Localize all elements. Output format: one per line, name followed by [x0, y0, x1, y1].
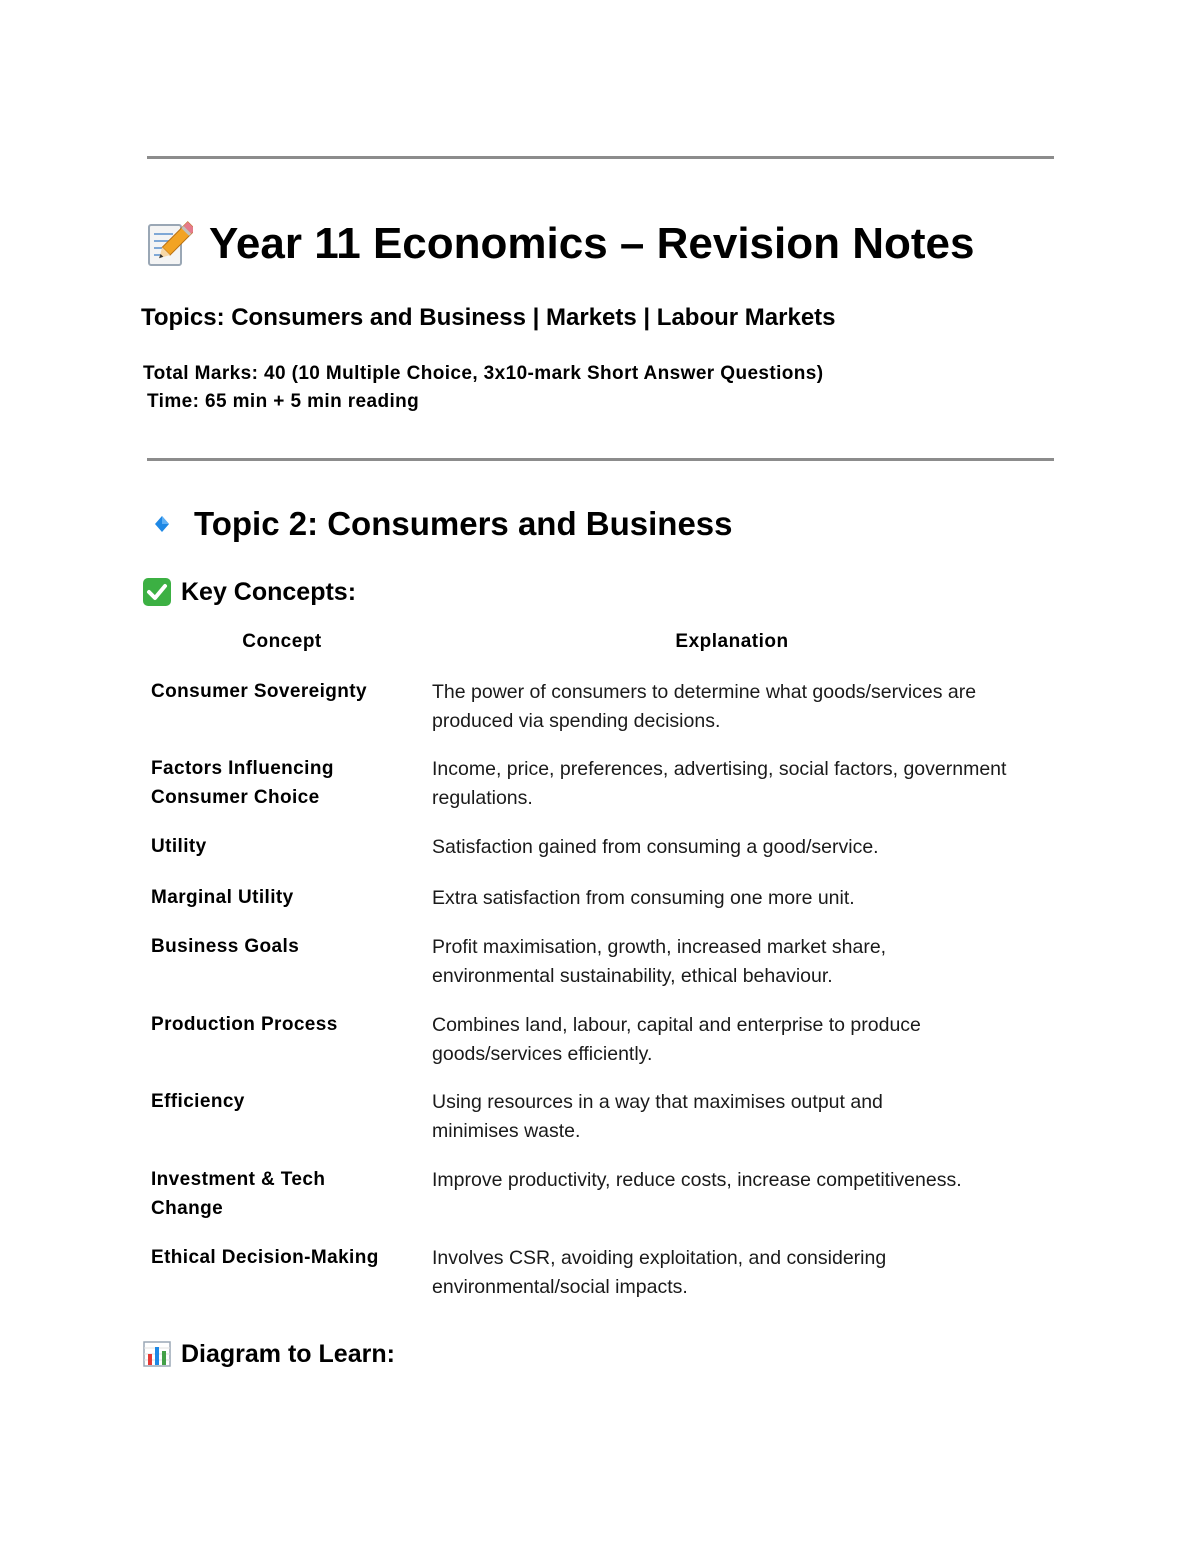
concept-cell: Production Process	[151, 1014, 338, 1035]
explanation-cell: Profit maximisation, growth, increased market share, environmental sustainability, ethical behaviour.	[432, 936, 887, 987]
top-divider	[147, 156, 1054, 159]
blue-diamond-icon	[154, 514, 170, 534]
concept-cell: Investment & Tech Change	[151, 1169, 326, 1219]
explanation-cell: Extra satisfaction from consuming one more unit.	[432, 887, 855, 909]
topics-line: Topics: Consumers and Business | Markets | Labour Markets	[141, 304, 836, 331]
total-marks-line: Total Marks: 40 (10 Multiple Choice, 3x10-mark Short Answer Questions)	[143, 363, 824, 384]
explanation-cell: Using resources in a way that maximises output and minimises waste.	[432, 1091, 883, 1142]
diagram-heading	[142, 1339, 395, 1369]
section-divider	[147, 458, 1054, 461]
key-concepts-heading-text: Key Concepts:	[181, 577, 357, 606]
time-line: Time: 65 min + 5 min reading	[147, 391, 420, 412]
section-heading	[152, 505, 733, 543]
diagram-heading-text: Diagram to Learn:	[181, 1339, 395, 1368]
memo-pencil-icon	[143, 219, 193, 269]
concept-cell: Utility	[151, 836, 207, 857]
bar-chart-icon	[142, 1339, 172, 1369]
table-header-explanation: Explanation	[675, 631, 789, 652]
key-concepts-heading	[142, 577, 356, 607]
explanation-cell: Combines land, labour, capital and enterprise to produce goods/services efficiently.	[432, 1014, 921, 1065]
explanation-cell: The power of consumers to determine what goods/services are produced via spending decisions.	[432, 681, 977, 732]
check-mark-button-icon	[142, 577, 172, 607]
concept-cell: Consumer Sovereignty	[151, 681, 367, 702]
concept-cell: Marginal Utility	[151, 887, 294, 908]
explanation-cell: Income, price, preferences, advertising, social factors, government regulations.	[432, 758, 1007, 809]
concept-cell: Business Goals	[151, 936, 300, 957]
page-title	[143, 216, 974, 272]
page-title-text: Year 11 Economics – Revision Notes	[209, 219, 975, 268]
section-heading-text: Topic 2: Consumers and Business	[194, 505, 733, 542]
concept-cell: Ethical Decision-Making	[151, 1247, 379, 1268]
explanation-cell: Satisfaction gained from consuming a good/service.	[432, 836, 879, 858]
concept-cell: Factors Influencing Consumer Choice	[151, 758, 334, 808]
concept-cell: Efficiency	[151, 1091, 245, 1112]
explanation-cell: Involves CSR, avoiding exploitation, and considering environmental/social impacts.	[432, 1247, 887, 1298]
explanation-cell: Improve productivity, reduce costs, increase competitiveness.	[432, 1169, 962, 1191]
table-header-concept: Concept	[242, 631, 322, 652]
